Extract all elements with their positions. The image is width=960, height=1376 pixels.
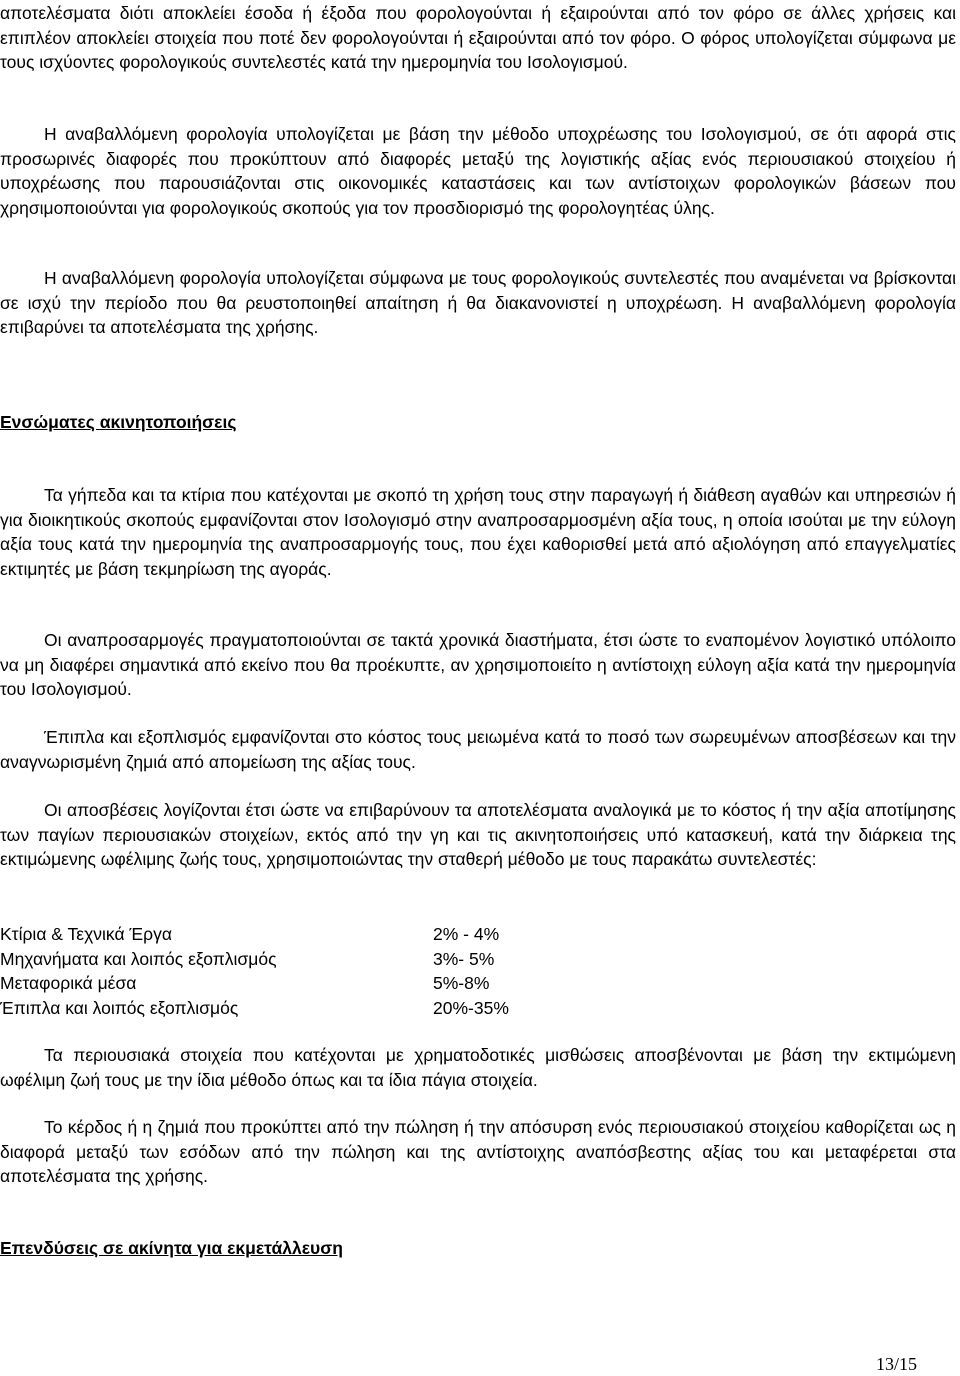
rate-value: 20%-35% <box>433 997 509 1018</box>
rate-asset: Μηχανήματα και λοιπός εξοπλισμός <box>0 948 277 969</box>
rate-row <box>0 996 600 1021</box>
paragraph-disposal-gain-loss: Το κέρδος ή η ζημιά που προκύπτει από την πώληση ή την απόσυρση ενός περιουσιακού στοιχείου καθορίζεται ως η διαφορά μεταξύ των εσόδων από την πώληση και της αντίστοιχης αναπόσβεστης αξίας του και μεταφέρεται στα αποτελέσματα της χρήσης. <box>0 1117 956 1186</box>
paragraph-land-buildings: Τα γήπεδα και τα κτίρια που κατέχονται με σκοπό τη χρήση τους στην παραγωγή ή διάθεση αγαθών και υπηρεσιών ή για διοικητικούς σκοπούς εμφανίζονται στον Ισολογισμό στην αναπροσαρμοσμένη αξία τους, η οποία ισούται με την εύλογη αξία τους κατά την ημερομηνία της αναπροσαρμογής τους, που έχει καθορισθεί μετά από αξιολόγηση από επαγγελματίες εκτιμητές με βάση τεκμηρίωση της αγοράς. <box>0 485 956 579</box>
paragraph-furniture-equipment: Έπιπλα και εξοπλισμός εμφανίζονται στο κόστος τους μειωμένα κατά το ποσό των σωρευμένων αποσβέσεων και την αναγνωρισμένη ζημιά από απομείωση της αξίας τους. <box>0 727 956 772</box>
rate-asset: Κτίρια & Τεχνικά Έργα <box>0 924 172 944</box>
rate-row <box>0 947 600 972</box>
paragraph-deferred-tax-rates: Η αναβαλλόμενη φορολογία υπολογίζεται σύμφωνα με τους φορολογικούς συντελεστές που αναμένεται να βρίσκονται σε ισχύ την περίοδο που θα ρευστοποιηθεί απαίτηση ή θα διακανονιστεί η υποχρέωση. Η αναβαλλόμενη φορολογία επιβαρύνει τα αποτελέσματα της χρήσης. <box>0 268 956 337</box>
rate-asset: Έπιπλα και λοιπός εξοπλισμός <box>0 997 239 1018</box>
paragraph-deferred-tax-method: Η αναβαλλόμενη φορολογία υπολογίζεται με βάση την μέθοδο υποχρέωσης του Ισολογισμού, σε ότι αφορά στις προσωρινές διαφορές που προκύπτουν από διαφορές μεταξύ της λογιστικής αξίας ενός περιουσιακού στοιχείου ή υποχρέωσης που παρουσιάζονται στις οικονομικές καταστάσεις και των αντίστοιχων φορολογικών βάσεων που χρησιμοποιούνται για φορολογικούς σκοπούς για τον προσδιορισμό της φορολογητέας ύλης. <box>0 124 956 218</box>
paragraph-finance-leases: Τα περιουσιακά στοιχεία που κατέχονται με χρηματοδοτικές μισθώσεις αποσβένονται με βάση την εκτιμώμενη ωφέλιμη ζωή τους με την ίδια μέθοδο όπως και τα ίδια πάγια στοιχεία. <box>0 1045 956 1090</box>
paragraph-depreciation: Οι αποσβέσεις λογίζονται έτσι ώστε να επιβαρύνουν τα αποτελέσματα αναλογικά με το κόστος ή την αξία αποτίμησης των παγίων περιουσιακών στοιχείων, εκτός από την γη και τις ακινητοποιήσεις υπό κατασκευή, κατά την διάρκεια της εκτιμώμενης ωφέλιμης ζωής τους, χρησιμοποιώντας την σταθερή μέθοδο με τους παρακάτω συντελεστές: <box>0 800 956 869</box>
page-number: 13/15 <box>876 1354 918 1374</box>
rate-row <box>0 922 600 947</box>
depreciation-rates-list <box>0 922 600 1020</box>
rate-value: 2% - 4% <box>433 924 500 944</box>
section-heading-investment-property: Επενδύσεις σε ακίνητα για εκμετάλλευση <box>0 1238 343 1258</box>
section-heading-fixed-assets: Ενσώματες ακινητοποιήσεις <box>0 412 237 432</box>
rate-value: 5%-8% <box>433 973 490 993</box>
rate-row <box>0 971 600 996</box>
rate-value: 3%- 5% <box>433 948 495 969</box>
rate-asset: Μεταφορικά μέσα <box>0 973 137 993</box>
paragraph-revaluations: Οι αναπροσαρμογές πραγματοποιούνται σε τακτά χρονικά διαστήματα, έτσι ώστε το εναπομένον λογιστικό υπόλοιπο να μη διαφέρει σημαντικά από εκείνο που θα προέκυπτε, αν χρησιμοποιείτο η αντίστοιχη εύλογη αξία κατά την ημερομηνία του Ισολογισμού. <box>0 630 956 699</box>
paragraph-tax-results: αποτελέσματα διότι αποκλείει έσοδα ή έξοδα που φορολογούνται ή εξαιρούνται από τον φόρο σε άλλες χρήσεις και επιπλέον αποκλείει στοιχεία που ποτέ δεν φορολογούνται ή εξαιρούνται από τον φόρο. Ο φόρος υπολογίζεται σύμφωνα με τους ισχύοντες φορολογικούς συντελεστές κατά την ημερομηνία του Ισολογισμού. <box>0 3 956 72</box>
